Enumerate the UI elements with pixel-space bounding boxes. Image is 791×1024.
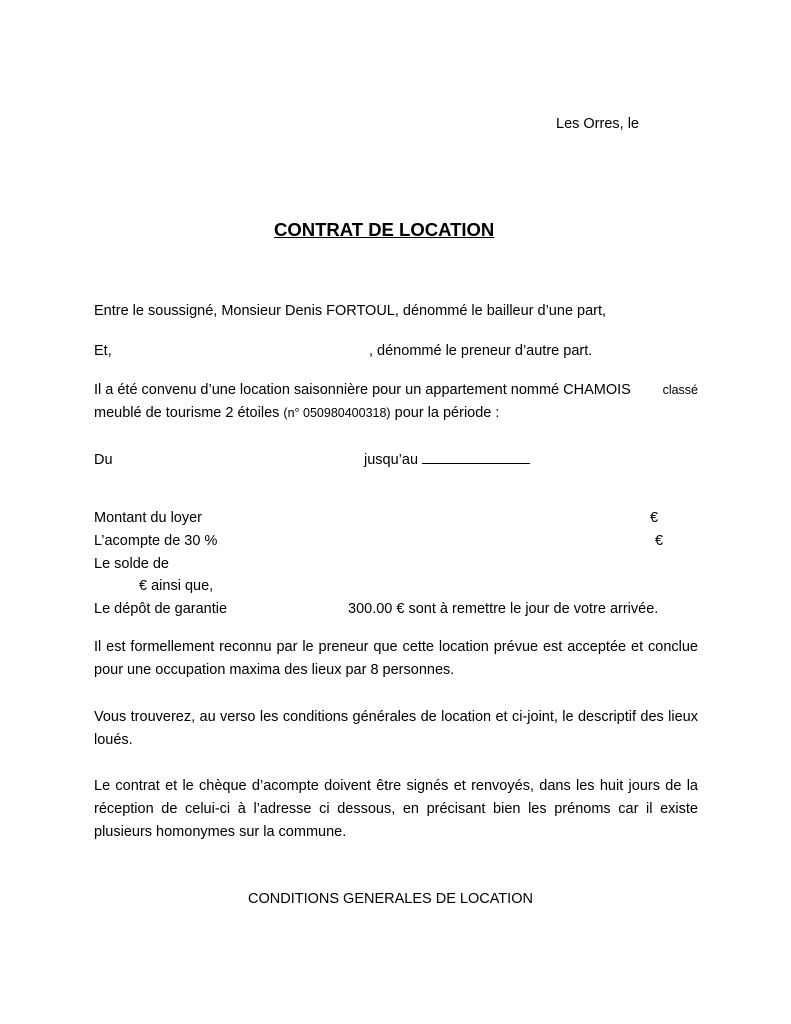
agreement-classe: classé [662, 383, 698, 397]
registration-number: (n° 050980400318) [283, 406, 391, 420]
tenant-prefix: Et, [94, 343, 112, 359]
rent-label: Montant du loyer [94, 510, 203, 526]
balance-suffix: € ainsi que, [139, 578, 214, 594]
deposit-label: L’acompte de 30 % [94, 533, 218, 549]
return-paragraph: Le contrat et le chèque d’acompte doivent être signés et renvoyés, dans les huit jours de la réception de celui-ci à l’adresse ci dessous, en précisant bien les prénoms car il existe plusieurs homonymes sur la commune. [94, 778, 698, 840]
section-heading: CONDITIONS GENERALES DE LOCATION [248, 891, 533, 907]
guarantee-label: Le dépôt de garantie [94, 601, 228, 617]
period-from-label: Du [94, 452, 113, 468]
agreement-category: meublé de tourisme 2 étoiles [94, 405, 280, 421]
agreement-line-2 [94, 404, 499, 422]
agreement-text: Il a été convenu d’une location saisonnière pour un appartement nommé CHAMOIS [94, 382, 631, 398]
conditions-paragraph: Vous trouverez, au verso les conditions générales de location et ci-joint, le descriptif des lieux loués. [94, 709, 698, 748]
page-title: CONTRAT DE LOCATION [274, 219, 495, 240]
period-to-blank [422, 451, 530, 464]
rent-currency: € [650, 510, 659, 526]
balance-label: Le solde de [94, 556, 169, 572]
period-to-label: jusqu’au [364, 452, 419, 468]
agreement-line-1 [94, 381, 698, 399]
occupancy-paragraph: Il est formellement reconnu par le preneur que cette location prévue est acceptée et conclue pour une occupation maxima des lieux par 8 personnes. [94, 639, 698, 678]
deposit-currency: € [655, 533, 664, 549]
lessor-line: Entre le soussigné, Monsieur Denis FORTOUL, dénommé le bailleur d’une part, [94, 303, 607, 319]
place-date: Les Orres, le [556, 116, 639, 132]
guarantee-value: 300.00 € sont à remettre le jour de votre arrivée. [348, 601, 659, 617]
tenant-suffix: , dénommé le preneur d’autre part. [369, 343, 593, 359]
period-to [364, 451, 530, 469]
period-intro: pour la période : [394, 405, 500, 421]
